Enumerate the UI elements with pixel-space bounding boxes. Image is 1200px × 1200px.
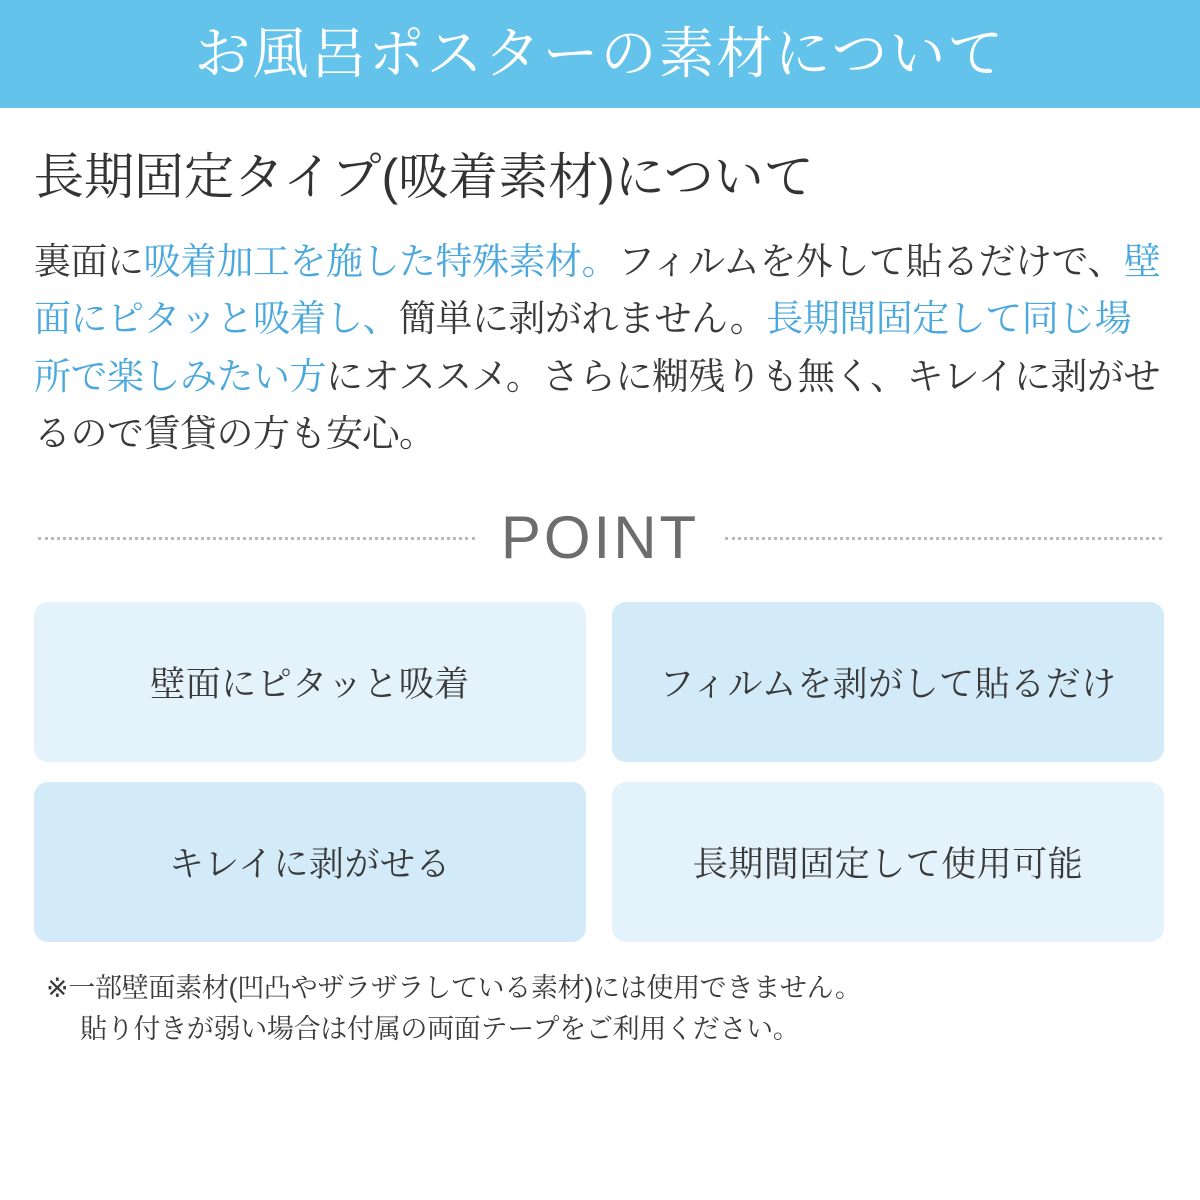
lead-text-4: にオススメ。さらに糊残りも無く、キレイに剥がせるので賃貸の方も安心。 [34, 355, 1160, 455]
point-box-1: 壁面にピタッと吸着 [34, 602, 586, 762]
point-box-4: 長期間固定して使用可能 [612, 782, 1164, 942]
lead-paragraph [34, 233, 1166, 462]
dotted-line-right [725, 537, 1162, 540]
lead-highlight-2: 壁面にピタッと吸着し、 [34, 241, 1161, 340]
point-box-3: キレイに剥がせる [34, 782, 586, 942]
header-band [0, 0, 1200, 108]
point-grid [34, 602, 1166, 942]
point-divider [34, 504, 1166, 572]
point-box-2: フィルムを剥がして貼るだけ [612, 602, 1164, 762]
lead-text-1: 裏面に [34, 241, 144, 282]
page-title: お風呂ポスターの素材について [194, 22, 1006, 85]
note-line-2: 貼り付きが弱い場合は付属の両面テープをご利用ください。 [80, 1013, 800, 1044]
lead-text-3: 簡単に剥がれません。 [399, 298, 767, 340]
body-content [0, 108, 1200, 1049]
lead-highlight-1: 吸着加工を施した特殊素材。 [143, 241, 618, 282]
section-heading: 長期固定タイプ(吸着素材)について [34, 149, 814, 205]
note-line-1: ※一部壁面素材(凹凸やザラザラしている素材)には使用できません。 [46, 973, 862, 1004]
lead-highlight-3: 長期間固定して同じ場所で楽しみたい方 [34, 298, 1132, 397]
notes-block [34, 968, 1166, 1049]
point-label: POINT [500, 504, 700, 572]
lead-text-2: フィルムを外して貼るだけで、 [618, 241, 1124, 282]
dotted-line-left [38, 537, 475, 540]
